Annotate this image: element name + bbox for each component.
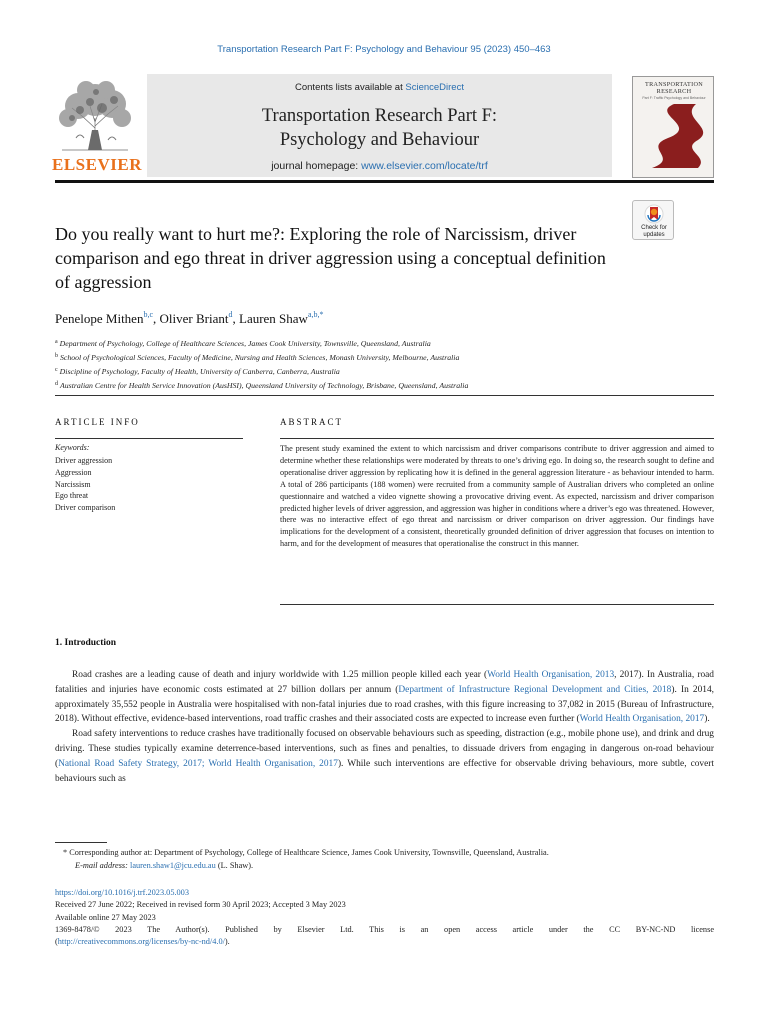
check-label-line-1: Check for bbox=[641, 225, 667, 231]
header-rule bbox=[55, 180, 714, 183]
license-open: ( bbox=[55, 937, 58, 947]
publication-info bbox=[55, 887, 714, 948]
journal-homepage-line bbox=[147, 160, 612, 172]
keywords-label: Keywords: bbox=[55, 443, 90, 452]
contents-line bbox=[147, 82, 612, 93]
footnote-rule bbox=[55, 842, 107, 843]
sciencedirect-link[interactable]: ScienceDirect bbox=[405, 82, 464, 93]
corresponding-author-footnote bbox=[55, 847, 714, 872]
check-for-updates-label bbox=[633, 225, 675, 238]
license-statement: 1369-8478/© 2023 The Author(s). Published by Elsevier Ltd. This is an open access article under the CC BY-NC-ND license bbox=[55, 924, 714, 934]
affiliation-key: b bbox=[55, 353, 58, 359]
introduction-paragraph bbox=[55, 727, 714, 786]
author-name: Oliver Briant bbox=[159, 311, 229, 326]
check-label-line-2: updates bbox=[643, 231, 665, 238]
affiliation-text: Australian Centre for Health Service Innovation (AusHSI), Queensland University of Technology, Brisbane, Queensland, Australia bbox=[60, 381, 469, 390]
check-for-updates-button[interactable] bbox=[632, 200, 674, 240]
text-run: Road crashes are a leading cause of death and injury worldwide with 1.25 million people killed each year ( bbox=[72, 670, 488, 680]
bookmark-update-icon bbox=[644, 204, 664, 224]
affiliation-item bbox=[55, 336, 715, 350]
text-run: , 2017). In Australia, road fatalities and injuries have economic costs estimated at 27 billion dollars per annum ( bbox=[55, 670, 714, 695]
article-title: Do you really want to hurt me?: Exploring the role of Narcissism, driver comparison and ego threat in driver aggression using a conceptual definition of aggression bbox=[55, 224, 606, 292]
affiliation-item bbox=[55, 378, 715, 392]
affiliation-key: a bbox=[55, 339, 58, 345]
license-close: ). bbox=[224, 937, 230, 947]
email-suffix: (L. Shaw). bbox=[215, 860, 254, 870]
elsevier-tree-logo-icon bbox=[52, 78, 138, 152]
affiliation-key: d bbox=[55, 381, 58, 387]
introduction-body bbox=[55, 668, 714, 786]
cover-title: TRANSPORTATION RESEARCH bbox=[645, 81, 703, 95]
footnote-text: Corresponding author at: Department of Psychology, College of Healthcare Science, James Cook University, Townsville, Queensland, Australia. bbox=[69, 848, 549, 857]
keyword-item: Ego threat bbox=[55, 491, 89, 501]
license-link[interactable]: http://creativecommons.org/licenses/by-nc-nd/4.0/ bbox=[57, 937, 225, 947]
citation-link[interactable]: National Road Safety Strategy, 2017; World Health Organisation, 2017 bbox=[58, 758, 338, 769]
abstract-text: The present study examined the extent to which narcissism and driver comparisons contribute to driver aggression and aimed to determine whether these relationships were moderated by threats to one’s driving ego. In doing so, the research sought to define and operationalise driver aggression by replicating how it is defined in the general aggression literature - as behaviour intended to harm. A total of 286 participants (188 women) were recruited from a community sample of Australian drivers who completed an online questionnaire and watched a video vignette showing a provocative driving event. As expected, narcissism and driver comparison predicted higher levels of driver aggression, and aggression was higher in conditions where a driver’s ego was threatened. However, there was no interactive effect of ego threat and narcissism or driver comparison on driver aggression. Our findings have implications for the development of a consistent, theoretically grounded definition of driver aggression that focuses on intention to harm, and for the development of measures that operationalise the construct in this manner. bbox=[280, 444, 714, 549]
keyword-item: Narcissism bbox=[55, 479, 91, 489]
license-url-line bbox=[55, 936, 714, 948]
author-affiliation-link[interactable]: d bbox=[228, 310, 233, 319]
journal-title bbox=[147, 104, 612, 152]
elsevier-wordmark: ELSEVIER bbox=[52, 155, 142, 174]
text-run: ). bbox=[704, 714, 710, 725]
citation-link[interactable]: Department of Infrastructure Regional Development and Cities, 2018 bbox=[398, 684, 672, 695]
footnote-email-line bbox=[55, 860, 714, 873]
text-run: ). While such interventions are effective for observable driving behaviours, more subtle, covert behaviours such as bbox=[55, 758, 714, 784]
text-run: Road safety interventions to reduce crashes have traditionally focused on observable behaviours such as speeding, distraction (e.g., mobile phone use), and drink and drug driving. These studies typically examine deterrence-based interventions, such as fines and penalties, to dissuade drivers from engaging in dangerous on-road behaviour ( bbox=[55, 729, 714, 769]
affiliation-text: Discipline of Psychology, Faculty of Health, University of Canberra, Canberra, Australia bbox=[59, 367, 340, 376]
article-info-rule bbox=[55, 438, 243, 439]
affiliations bbox=[55, 336, 715, 392]
journal-title-line-2: Psychology and Behaviour bbox=[279, 130, 480, 150]
author-name: Penelope Mithen bbox=[55, 311, 144, 326]
introduction-paragraph bbox=[55, 668, 714, 727]
abstract-heading: ABSTRACT bbox=[280, 417, 344, 427]
contents-prefix: Contents lists available at bbox=[295, 82, 406, 93]
affiliation-text: Department of Psychology, College of Healthcare Sciences, James Cook University, Townsville, Queensland, Australia bbox=[59, 339, 431, 348]
author-affiliation-link[interactable]: a,b,* bbox=[307, 310, 324, 319]
abstract-rule bbox=[280, 438, 714, 439]
author-name: Lauren Shaw bbox=[239, 311, 308, 326]
footnote-line bbox=[55, 847, 714, 860]
footnote-marker: * bbox=[63, 848, 68, 857]
keyword-item: Driver comparison bbox=[55, 503, 116, 513]
text-run: ). In 2014, approximately 35,552 people in Australia were hospitalised with non-fatal injuries due to road crashes, with this figure increasing to 37,082 in 2015 (Bureau of Infrastructure, 2018). Without effective, evidence-based interventions, road traffic crashes and their associated costs are expected to increase even further ( bbox=[55, 684, 715, 725]
keyword-item: Aggression bbox=[55, 467, 92, 477]
email-link[interactable]: lauren.shaw1@jcu.edu.au bbox=[130, 860, 216, 870]
cover-road-artwork-icon bbox=[640, 104, 708, 168]
journal-reference-link[interactable]: Transportation Research Part F: Psychology and Behaviour 95 (2023) 450–463 bbox=[217, 44, 551, 55]
introduction-heading: 1. Introduction bbox=[55, 638, 117, 648]
cover-subtitle: Part F: Traffic Psychology and Behaviour bbox=[642, 96, 706, 100]
journal-homepage-link[interactable]: www.elsevier.com/locate/trf bbox=[361, 160, 488, 172]
affiliation-item bbox=[55, 350, 715, 364]
homepage-prefix: journal homepage: bbox=[271, 160, 362, 172]
affiliation-text: School of Psychological Sciences, Faculty of Medicine, Nursing and Health Sciences, Monash University, Melbourne, Australia bbox=[60, 353, 460, 362]
journal-title-line-1: Transportation Research Part F: bbox=[261, 106, 498, 126]
available-online: Available online 27 May 2023 bbox=[55, 912, 156, 922]
author-list: Penelope Mithen$^{b,c}$, Oliver Briant$^d$, Lauren Shaw$^{a,b,*}$ bbox=[55, 310, 324, 326]
affiliation-item bbox=[55, 364, 715, 378]
keyword-item: Driver aggression bbox=[55, 456, 113, 465]
received-dates: Received 27 June 2022; Received in revised form 30 April 2023; Accepted 3 May 2023 bbox=[55, 900, 346, 910]
section-divider bbox=[55, 395, 714, 396]
citation-link[interactable]: World Health Organisation, 2017 bbox=[579, 714, 705, 725]
journal-cover-thumbnail[interactable] bbox=[632, 76, 714, 178]
abstract-bottom-rule bbox=[280, 604, 714, 605]
doi-link[interactable]: https://doi.org/10.1016/j.trf.2023.05.003 bbox=[55, 888, 189, 897]
keywords-list bbox=[55, 455, 115, 514]
article-info-heading: ARTICLE INFO bbox=[55, 417, 140, 427]
citation-link[interactable]: World Health Organisation, 2013 bbox=[487, 670, 615, 680]
author-affiliation-link[interactable]: b,c bbox=[143, 310, 154, 319]
email-label: E-mail address: bbox=[75, 860, 128, 870]
affiliation-key: c bbox=[55, 367, 58, 373]
